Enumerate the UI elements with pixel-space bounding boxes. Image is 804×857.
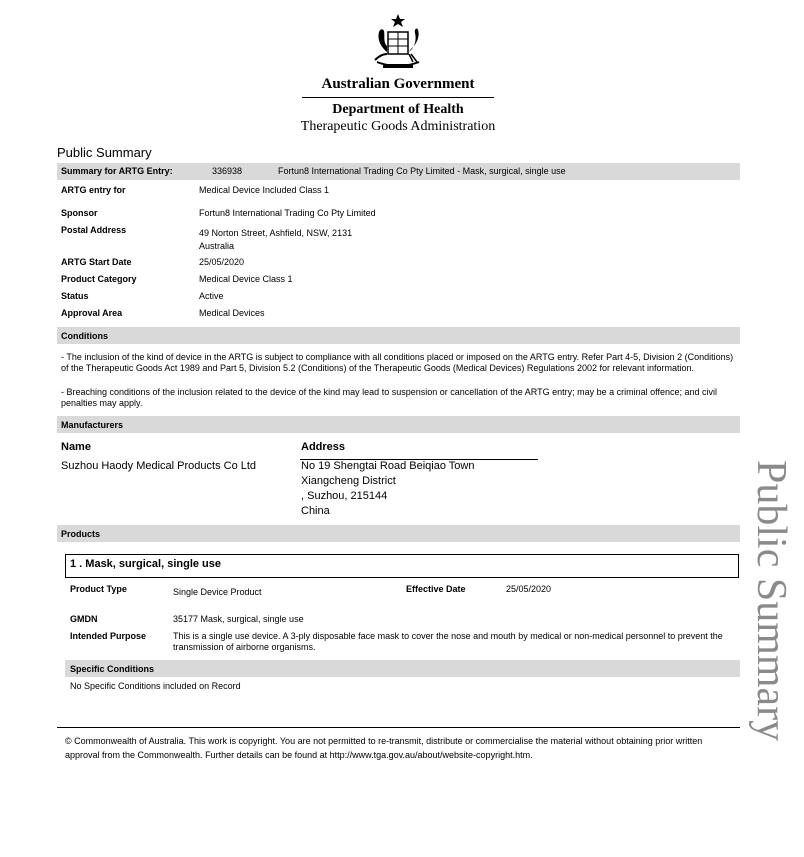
watermark-text: Public Summary [748,460,794,742]
government-title: Australian Government [321,76,475,92]
manufacturer-address-line4: China [301,505,330,517]
products-heading: Products [61,529,101,539]
start-date-label: ARTG Start Date [61,257,132,267]
watermark [700,460,804,830]
manufacturer-address-header: Address [301,441,346,453]
conditions-text-1: - The inclusion of the kind of device in the ARTG is subject to compliance with all conditions placed or imposed on the ARTG entry. Refer Part 4-5, Division 2 (Conditions) of the Therapeutic Goods Act 1989 and Part 5, Division 5.2 (Conditions) of the Therapeutic Goods (Medical Devices) Regulations 2002 for relevant information. [61,352,734,373]
postal-address-line2: Australia [199,241,235,251]
manufacturer-name: Suzhou Haody Medical Products Co Ltd [61,460,257,472]
conditions-text-2: - Breaching conditions of the inclusion related to the device of the kind may lead to suspension or cancellation of the ARTG entry; may be a criminal offence; and civil penalties may apply. [61,387,718,408]
product-category-value: Medical Device Class 1 [199,274,293,284]
gmdn-label: GMDN [70,614,98,624]
manufacturer-address-line3: , Suzhou, 215144 [301,490,388,502]
gmdn-value: 35177 Mask, surgical, single use [173,614,304,624]
effective-date-value: 25/05/2020 [506,584,552,594]
specific-conditions-value: No Specific Conditions included on Record [70,681,241,691]
specific-conditions-bar [65,660,740,677]
manufacturer-address-line2: Xiangcheng District [301,475,396,487]
header-divider [302,97,494,98]
sponsor-label: Sponsor [61,208,98,218]
copyright-notice: © Commonwealth of Australia. This work is copyright. You are not permitted to re-transmit, distribute or commercialise the material without obtaining prior written approval from the Commonwealth. Further details can be found at http://www.tga.gov.au/about/website-copyright.htm. [65,736,703,760]
page-title: Public Summary [57,145,152,160]
postal-address-label: Postal Address [61,225,127,235]
artg-entry-for-label: ARTG entry for [61,185,126,195]
sponsor-value: Fortun8 International Trading Co Pty Limited [199,208,376,218]
product-category-label: Product Category [61,274,137,284]
product-type-label: Product Type [70,584,127,594]
agency-title: Therapeutic Goods Administration [300,119,496,134]
start-date-value: 25/05/2020 [199,257,245,267]
coat-of-arms-icon [361,12,435,72]
manufacturer-address-line1: No 19 Shengtai Road Beiqiao Town [301,460,475,472]
manufacturers-heading: Manufacturers [61,420,124,430]
product-type-value: Single Device Product [173,587,262,597]
product-title: 1 . Mask, surgical, single use [70,558,222,570]
products-bar [57,525,740,542]
summary-label: Summary for ARTG Entry: [61,166,173,176]
entry-description: Fortun8 International Trading Co Pty Limited - Mask, surgical, single use [278,166,566,176]
approval-area-label: Approval Area [61,308,123,318]
department-title: Department of Health [332,102,464,117]
intended-purpose-value: This is a single use device. A 3-ply disposable face mask to cover the nose and mouth by medical or non-medical personnel to prevent the transmission of airborne organisms. [173,631,723,652]
approval-area-value: Medical Devices [199,308,265,318]
conditions-bar [57,327,740,344]
status-value: Active [199,291,224,301]
manufacturers-bar [57,416,740,433]
entry-number: 336938 [212,166,243,176]
intended-purpose-label: Intended Purpose [70,631,147,641]
artg-entry-for-value: Medical Device Included Class 1 [199,185,330,195]
conditions-heading: Conditions [61,331,108,341]
specific-conditions-heading: Specific Conditions [70,664,155,674]
effective-date-label: Effective Date [406,584,466,594]
manufacturer-name-header: Name [61,441,91,453]
status-label: Status [61,291,89,301]
postal-address-line1: 49 Norton Street, Ashfield, NSW, 2131 [199,228,353,238]
footer-divider [57,727,740,728]
